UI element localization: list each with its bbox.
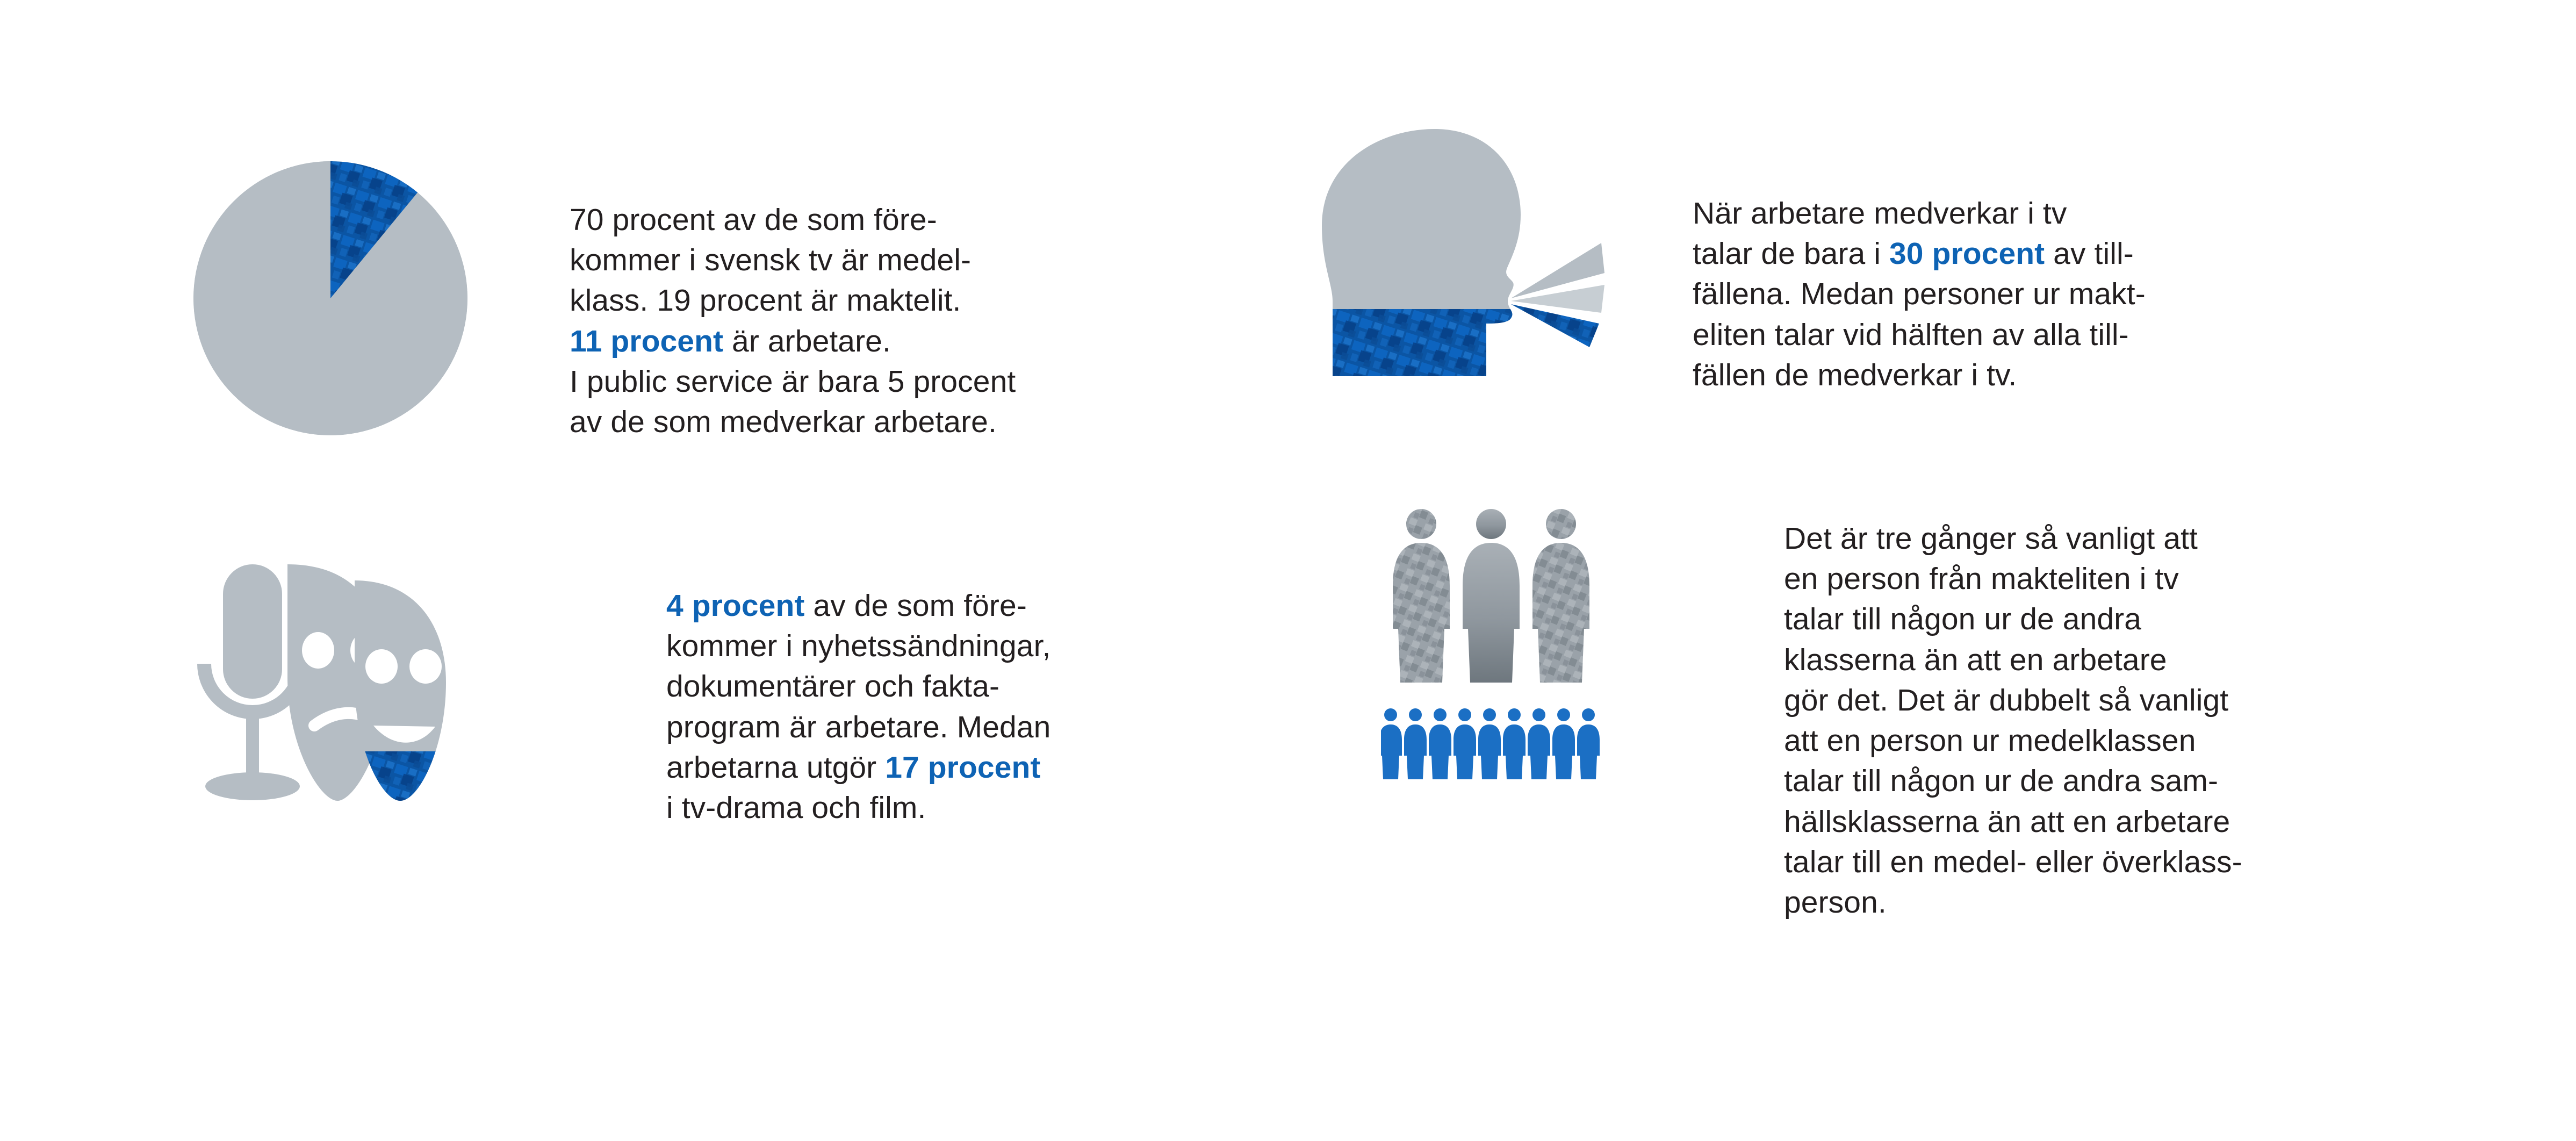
pie-text-line-6: av de som medverkar arbetare. bbox=[570, 405, 997, 440]
figures-crowd-svg bbox=[1381, 505, 1746, 806]
head-silhouette bbox=[1311, 129, 1537, 390]
pie-text-line-4-rest: är arbetare. bbox=[723, 324, 891, 358]
large-figure-2 bbox=[1463, 509, 1520, 683]
head-highlight-30-procent: 30 procent bbox=[1889, 236, 2045, 271]
pie-chart-icon bbox=[193, 161, 467, 435]
mask-text-line-4: program är arbetare. Medan bbox=[666, 709, 1051, 744]
head-text-line-3: fällena. Medan personer ur makt- bbox=[1693, 277, 2146, 312]
mask-text-line-3: dokumentärer och fakta- bbox=[666, 669, 1000, 704]
mask-highlight-4-procent: 4 procent bbox=[666, 589, 805, 623]
pie-text-line-5: I public service är bara 5 procent bbox=[570, 364, 1016, 399]
head-blue-fill-30-percent bbox=[1311, 309, 1537, 390]
theatre-mask-happy-icon bbox=[349, 580, 457, 816]
microphone-masks-icon bbox=[193, 548, 623, 860]
pie-panel-text bbox=[570, 200, 1016, 442]
mask-panel-text bbox=[666, 586, 1050, 828]
microphone-icon bbox=[204, 564, 301, 800]
people-text-line-1: Det är tre gånger så vanligt att bbox=[1784, 521, 2198, 556]
pie-text-line-2: kommer i svensk tv är medel- bbox=[570, 243, 972, 278]
microphone-masks-svg bbox=[193, 548, 623, 860]
people-text-line-10: person. bbox=[1784, 885, 1887, 920]
pie-text-line-4 bbox=[570, 321, 1016, 362]
pie-highlight-11-procent: 11 procent bbox=[570, 324, 724, 358]
crowd-of-small-figures bbox=[1381, 708, 1600, 779]
mask-text-line-6: i tv-drama och film. bbox=[666, 791, 926, 826]
large-figure-1 bbox=[1393, 509, 1450, 683]
pie-text-line-1: 70 procent av de som före- bbox=[570, 203, 937, 237]
people-text-line-6: att en person ur medelklassen bbox=[1784, 723, 2196, 758]
mask-text-line-5-pre: arbetarna utgör bbox=[666, 750, 886, 785]
people-text-line-9: talar till en medel- eller överklass- bbox=[1784, 844, 2242, 879]
head-text-line-2 bbox=[1693, 234, 2146, 274]
panel-pie-chart bbox=[193, 161, 1107, 442]
people-text-line-2: en person från makteliten i tv bbox=[1784, 562, 2179, 597]
mask-text-line-1 bbox=[666, 586, 1050, 626]
mask-text-line-2: kommer i nyhetssändningar, bbox=[666, 629, 1051, 664]
people-text-line-4: klasserna än att en arbetare bbox=[1784, 642, 2167, 677]
head-text-line-4: eliten talar vid hälften av alla till- bbox=[1693, 317, 2129, 352]
pie-text-line-3: klass. 19 procent är maktelit. bbox=[570, 283, 961, 318]
speaking-head-svg bbox=[1300, 124, 1623, 435]
figures-and-crowd-icon bbox=[1381, 505, 1746, 806]
speech-rays-icon bbox=[1511, 243, 1604, 347]
head-panel-text bbox=[1693, 193, 2146, 396]
pie-chart-base bbox=[193, 161, 467, 435]
mask-text-line-1-rest: av de som före- bbox=[804, 589, 1027, 623]
head-text-line-1: När arbetare medverkar i tv bbox=[1693, 196, 2067, 231]
large-figure-3 bbox=[1532, 509, 1589, 683]
pie-chart-svg bbox=[193, 161, 467, 435]
panel-speaking-head bbox=[1300, 124, 2483, 435]
people-text-line-7: talar till någon ur de andra sam- bbox=[1784, 764, 2219, 799]
speaking-head-icon bbox=[1300, 124, 1623, 435]
panel-class-interaction bbox=[1381, 505, 2563, 923]
panel-drama-news bbox=[193, 548, 1268, 860]
head-text-line-2-post: av till- bbox=[2045, 236, 2134, 271]
head-text-line-2-pre: talar de bara i bbox=[1693, 236, 1889, 271]
mask-text-line-5 bbox=[666, 748, 1050, 788]
people-text-line-5: gör det. Det är dubbelt så vanligt bbox=[1784, 683, 2229, 717]
people-panel-text bbox=[1784, 519, 2242, 923]
mask-highlight-17-procent: 17 procent bbox=[885, 750, 1041, 785]
people-text-line-8: hällsklasserna än att en arbetare bbox=[1784, 804, 2230, 839]
people-text-line-3: talar till någon ur de andra bbox=[1784, 602, 2142, 637]
head-text-line-5: fällen de medverkar i tv. bbox=[1693, 357, 2017, 392]
